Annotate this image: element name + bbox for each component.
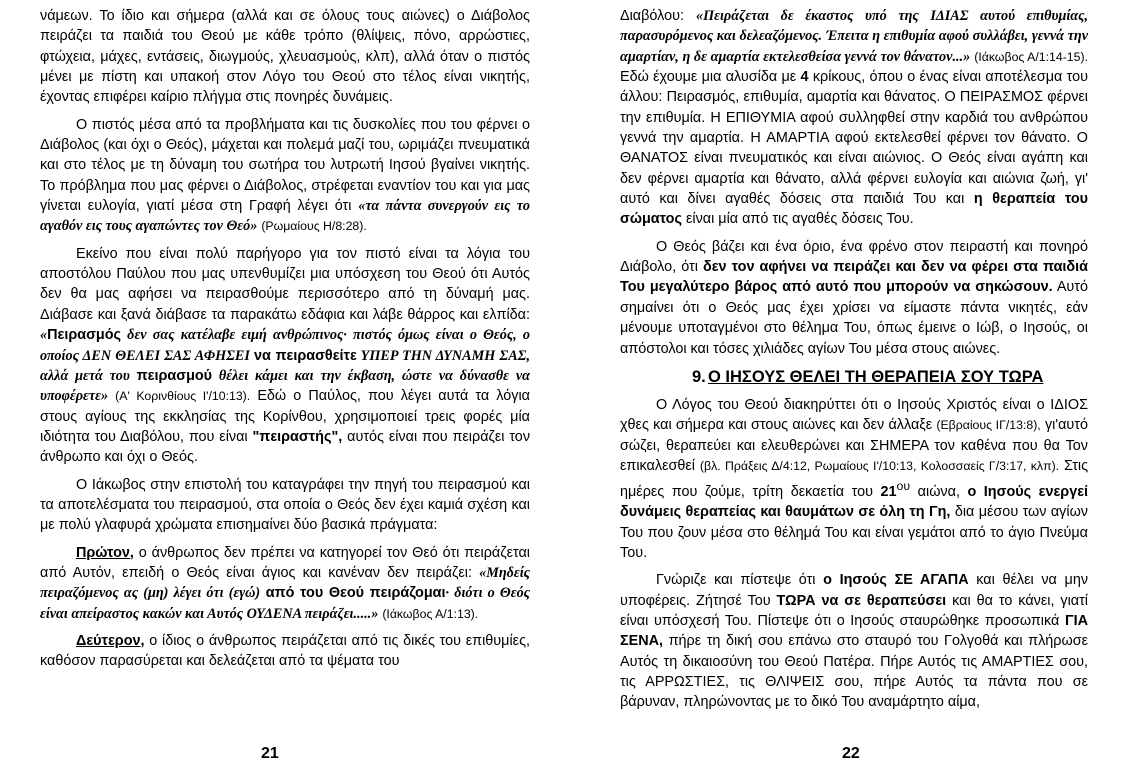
page-number: 21 xyxy=(261,745,279,762)
scripture-reference: (Εβραίους ΙΓ/13:8), xyxy=(936,418,1041,433)
scripture-reference: (βλ. Πράξεις Δ/4:12, Ρωμαίους Ι'/10:13, Κολοσσαείς Γ/3:17, κλπ). xyxy=(699,458,1060,473)
paragraph: Ο Θεός βάζει και ένα όριο, ένα φρένο στον πειραστή και πονηρό Διάβολο, ότι δεν τον αφήνει να πειράζει και δεν να φέρει στα παιδιά Του μεγαλύτερο βάρος από αυτό που μπορούν να σηκώσουν. Αυτό σημαίνει ότι ο Θεός μας έχει χρίσει να είμαστε πάντα νικητές, εάν μένουμε υποταγμένοι στο θέλημα Του, όπως έμεινε ο Ιώβ, ο Ιησούς, οι απόστολοι και τόσες χιλιάδες αγίων Του μέσα στους αιώνες. xyxy=(620,238,1088,357)
right-page xyxy=(620,6,1088,740)
scripture-quote: «τα πάντα συνεργούν εις το αγαθόν εις τους αγαπώντες τον Θεό» xyxy=(40,198,530,235)
scripture-reference: (Ιάκωβος Α/1:14-15). xyxy=(974,49,1088,64)
paragraph: Ο Ιάκωβος στην επιστολή του καταγράφει την πηγή του πειρασμού και τα αποτελέσματα του πειρασμού, στα οποία ο Θεός δεν έχει καμιά σχέση και με πολύ γλαφυρά χρώματα επισημαίνει δύο βασικά πράγματα: xyxy=(40,476,530,534)
paragraph: Ο πιστός μέσα από τα προβλήματα και τις δυσκολίες που του φέρνει ο Διάβολος (και όχι ο Θεός), μάχεται και πολεμά μαζί του, ωριμάζει πνευματικά και στο τέλος με τη δύναμη του σωτήρα του λυτρωτή Ιησού βγαίνει νικητής. Το πρόβλημα που μας φέρνει ο Διάβολος, στρέφεται εναντίον του και για μας γίνεται ευλογία, γιατί μέσα στη Γραφή λέγει ότι «τα πάντα συνεργούν εις το αγαθόν εις τους αγαπώντες τον Θεό» (Ρωμαίους Η/8:28). xyxy=(40,116,530,235)
paragraph: Διαβόλου: «Πειράζεται δε έκαστος υπό της ΙΔΙΑΣ αυτού επιθυμίας, παρασυρόμενος και δελεαζόμενος. Έπειτα η επιθυμία αφού συλλάβει, γεννά την αμαρτίαν, η δε αμαρτία εκτελεσθείσα γεννά τον θάνατον...» (Ιάκωβος Α/1:14-15). Εδώ έχουμε μια αλυσίδα με 4 κρίκους, όπου ο ένας είναι αποτέλεσμα του άλλου: Πειρασμός, επιθυμία, αμαρτία και θάνατος. Ο ΠΕΙΡΑΣΜΟΣ φέρνει την επιθυμία. Η ΕΠΙΘΥΜΙΑ αφού συλληφθεί στην καρδιά του ανθρώπου γεννά την αμαρτία. Η ΑΜΑΡΤΙΑ αφού εκτελεσθεί φέρνει τον θάνατο. Ο ΘΑΝΑΤΟΣ είναι πνευματικός και είναι αιώνιος. Ο Θεός είναι αγάπη και δεν φέρνει αμαρτία και θάνατο, αλλά φέρνει ευλογία και αιώνια ζωή, γι' αυτό και δίνει αγαθές δόσεις στα παιδιά Του και η θεραπεία του σώματος είναι μία από τις αγαθές δόσεις Του. xyxy=(620,8,1088,228)
paragraph: Εκείνο που είναι πολύ παρήγορο για τον πιστό είναι τα λόγια του αποστόλου Παύλου που μας υπενθυμίζει μια υπόσχεση του Θεού ότι Αυτός δεν θα μας αφήσει να πειρασθούμε περισσότερο από τη δύναμή μας. Διάβασε και ξανά διάβασε τα παρακάτω εδάφια και λάβε θάρρος και ελπίδα: «Πειρασμός δεν σας κατέλαβε ειμή ανθρώπινος· πιστός όμως είναι ο Θεός, ο οποίος ΔΕΝ ΘΕΛΕΙ ΣΑΣ ΑΦΗΣΕΙ να πειρασθείτε ΥΠΕΡ ΤΗΝ ΔΥΝΑΜΗ ΣΑΣ, αλλά μετά του πειρασμού θέλει κάμει και την έκβαση, ώστε να δύνασθε να υποφέρετε» (Α' Κορινθίους Ι'/10:13). Εδώ ο Παύλος, που λέγει αυτά τα λόγια στους αγίους της εκκλησίας της Κορίνθου, χρησιμοποιεί τρεις φορές μία ιδιότητα του Διαβόλου, που είναι "πειραστής", αυτός είναι που πειράζει τον άνθρωπο και όχι ο Θεός. xyxy=(40,245,530,466)
section-heading xyxy=(620,366,1088,388)
paragraph: Πρώτον, ο άνθρωπος δεν πρέπει να κατηγορεί τον Θεό ότι πειράζεται από Αυτόν, επειδή ο Θεός είναι άγιος και κανέναν δεν πειράζει: «Μηδείς πειραζόμενος ας (μη) λέγει ότι (εγώ) από του Θεού πειράζομαι· διότι ο Θεός είναι απείραστος κακών και Αυτός ΟΥΔΕΝΑ πειράζει.....» (Ιάκωβος Α/1:13). xyxy=(40,544,530,622)
paragraph: νάμεων. Το ίδιο και σήμερα (αλλά και σε όλους τους αιώνες) ο Διάβολος πειράζει τα παιδιά του Θεού με κάθε τρόπο (θλίψεις, πόνο, αρρώστιες, φτώχεια, μάχες, εντάσεις, διωγμούς, χλευασμούς, κλπ), αλλά όταν ο πιστός μένει με πίστη και υπακοή στον Λόγο του Θεού στο τέλος είναι νικητής, έχοντας επιφέρει καίριο πλήγμα στις πονηρές δυνάμεις. xyxy=(40,8,530,106)
scripture-reference: (Ρωμαίους Η/8:28). xyxy=(261,219,367,234)
paragraph: Δεύτερον, ο ίδιος ο άνθρωπος πειράζεται από τις δικές του επιθυμίες, καθόσον παρασύρεται και δελεάζεται από τα ψέματα του xyxy=(40,632,530,670)
scripture-reference: (Ιάκωβος Α/1:13). xyxy=(382,606,479,621)
scripture-reference: (Α' Κορινθίους Ι'/10:13). xyxy=(115,389,251,404)
page-number: 22 xyxy=(842,745,860,762)
section-title: Ο ΙΗΣΟΥΣ ΘΕΛΕΙ ΤΗ ΘΕΡΑΠΕΙΑ ΣΟΥ ΤΩΡΑ xyxy=(708,367,1044,386)
paragraph: Γνώριζε και πίστεψε ότι ο Ιησούς ΣΕ ΑΓΑΠΑ και θέλει να μην υποφέρεις. Ζήτησέ Του ΤΩΡΑ να σε θεραπεύσει και θα το κάνει, γιατί είναι υπόσχεσή Του. Πίστεψε ότι ο Ιησούς σταυρώθηκε προσωπικά ΓΙΑ ΣΕΝΑ, πήρε τη δική σου επάνω στο σταυρό του Γολγοθά και πλήρωσε Αυτός τη δικαιοσύνη του Θεού Πατέρα. Πήρε Αυτός τις ΑΜΑΡΤΙΕΣ σου, τις ΑΡΡΩΣΤΙΕΣ, τις ΘΛΙΨΕΙΣ σου, πήρε Αυτός τα πάντα που σε βάρυναν, πληρώνοντας με το δικό Του αναμάρτητο αίμα, xyxy=(620,572,1088,711)
section-number: 9. xyxy=(692,367,706,386)
point-label: Πρώτον, xyxy=(76,544,134,561)
left-page xyxy=(40,6,530,740)
paragraph: Ο Λόγος του Θεού διακηρύττει ότι ο Ιησούς Χριστός είναι ο ΙΔΙΟΣ χθες και σήμερα και στους αιώνες και δεν άλλαξε (Εβραίους ΙΓ/13:8), γι'αυτό σώζει, θεραπεύει και ελευθερώνει και ΣΗΜΕΡΑ τον καθένα που θα Τον επικαλεσθεί (βλ. Πράξεις Δ/4:12, Ρωμαίους Ι'/10:13, Κολοσσαείς Γ/3:17, κλπ). Στις ημέρες που ζούμε, τρίτη δεκαετία του 21$^{o\upsilon}$ αιώνα, ο Ιησούς ενεργεί δυνάμεις θεραπείας και θαυμάτων σε όλη τη Γη, δια μέσου των αγίων Του που ζουν μέσα στο θέλημά Του και είναι γεμάτοι από το άγιο Πνεύμα Του. xyxy=(620,396,1088,562)
point-label: Δεύτερον, xyxy=(76,632,145,649)
